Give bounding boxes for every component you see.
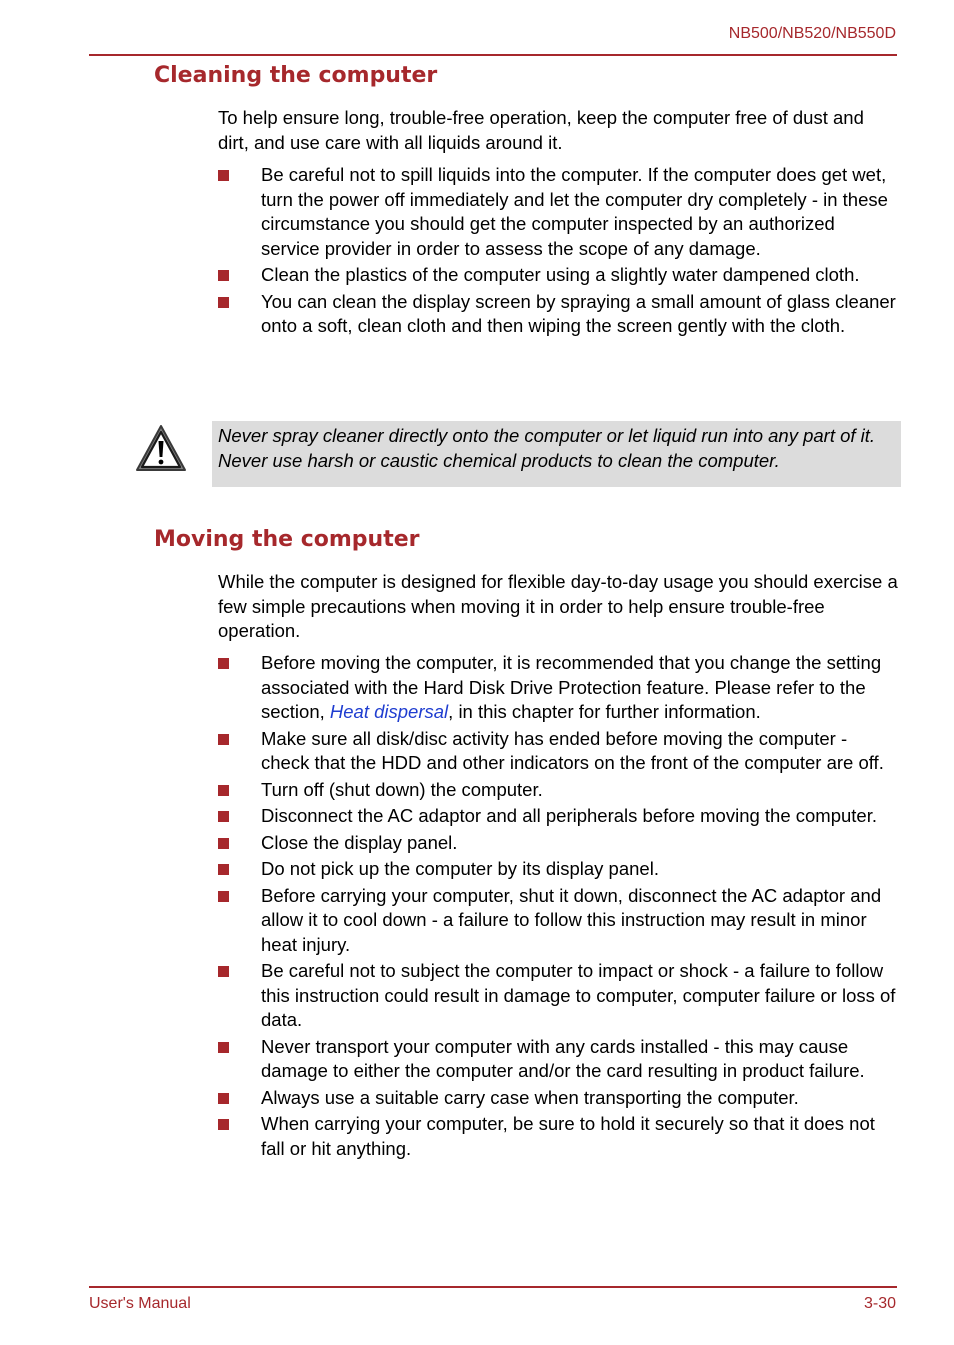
bullet-square-icon	[218, 1093, 229, 1104]
list-item-text: Close the display panel.	[261, 831, 458, 853]
list-item-text: Disconnect the AC adaptor and all peripherals before moving the computer.	[261, 805, 878, 826]
list-item-text: Do not pick up the computer by its display panel.	[261, 858, 659, 879]
moving-bullet-list	[218, 651, 898, 1163]
list-item	[218, 1086, 898, 1111]
list-item-text: When carrying your computer, be sure to hold it securely so that it does not fall or hit anything.	[261, 1113, 875, 1159]
list-item-text: Clean the plastics of the computer using a slightly water dampened cloth.	[261, 264, 860, 285]
list-item-text: Turn off (shut down) the computer.	[261, 778, 543, 800]
list-item	[218, 163, 898, 261]
list-item	[218, 1035, 898, 1084]
footer-rule	[89, 1286, 897, 1288]
heat-dispersal-link[interactable]: Heat dispersal	[329, 701, 449, 722]
header-rule	[89, 54, 897, 56]
list-item	[218, 857, 898, 882]
bullet-square-icon	[218, 1042, 229, 1053]
list-item	[218, 1112, 898, 1161]
list-item	[218, 727, 898, 776]
list-item-text: Be careful not to spill liquids into the computer. If the computer does get wet, turn the power off immediately and let the computer dry completely - in these circumstance you should get the computer inspected by an authorized service provider in order to assess the scope of any damage.	[261, 164, 888, 259]
footer-manual-label: User's Manual	[89, 1295, 191, 1312]
warning-text: Never spray cleaner directly onto the computer or let liquid run into any part of it. Never use harsh or caustic chemical products to clean the computer.	[218, 425, 876, 471]
list-item-text-after-link: , in this chapter for further information.	[448, 701, 761, 722]
section-title-moving: Moving the computer	[154, 527, 420, 552]
cleaning-intro: To help ensure long, trouble-free operation, keep the computer free of dust and dirt, and use care with all liquids around it.	[218, 107, 864, 153]
list-item-text: You can clean the display screen by spraying a small amount of glass cleaner onto a soft, clean cloth and then wiping the screen gently with the cloth.	[261, 290, 896, 336]
list-item-text: Never transport your computer with any cards installed - this may cause damage to either the computer and/or the card resulting in product failure.	[261, 1035, 865, 1081]
bullet-square-icon	[218, 864, 229, 875]
section-title-cleaning: Cleaning the computer	[154, 63, 438, 88]
bullet-square-icon	[218, 811, 229, 822]
list-item	[218, 263, 898, 288]
bullet-square-icon	[218, 785, 229, 796]
header-model-label: NB500/NB520/NB550D	[728, 25, 896, 42]
bullet-square-icon	[218, 734, 229, 745]
bullet-square-icon	[218, 891, 229, 902]
bullet-square-icon	[218, 297, 229, 308]
list-item-text: Before carrying your computer, shut it down, disconnect the AC adaptor and allow it to cool down - a failure to follow this instruction may result in minor heat injury.	[261, 884, 882, 955]
list-item	[218, 831, 898, 856]
list-item	[218, 290, 898, 339]
moving-intro: While the computer is designed for flexible day-to-day usage you should exercise a few simple precautions when moving it in order to help ensure trouble-free operation.	[218, 571, 898, 641]
page-number: 3-30	[863, 1295, 896, 1312]
list-item-text-before-link: Before moving the computer, it is recommended that you change the setting associated with the Hard Disk Drive Protection feature. Please refer to the section,	[261, 652, 882, 722]
bullet-square-icon	[218, 838, 229, 849]
caution-triangle-icon	[135, 423, 187, 475]
list-item	[218, 884, 898, 958]
list-item-text: Be careful not to subject the computer to impact or shock - a failure to follow this instruction could result in damage to computer, computer failure or loss of data.	[261, 960, 896, 1030]
bullet-square-icon	[218, 658, 229, 669]
list-item	[218, 959, 898, 1033]
list-item-text: Make sure all disk/disc activity has ended before moving the computer - check that the HDD and other indicators on the front of the computer are off.	[261, 727, 884, 773]
list-item	[218, 651, 898, 725]
warning-note	[212, 421, 901, 487]
list-item	[218, 778, 898, 803]
list-item	[218, 804, 898, 829]
bullet-square-icon	[218, 966, 229, 977]
list-item-text: Always use a suitable carry case when transporting the computer.	[261, 1086, 799, 1108]
bullet-square-icon	[218, 270, 229, 281]
bullet-square-icon	[218, 1119, 229, 1130]
bullet-square-icon	[218, 170, 229, 181]
cleaning-bullet-list	[218, 163, 898, 341]
